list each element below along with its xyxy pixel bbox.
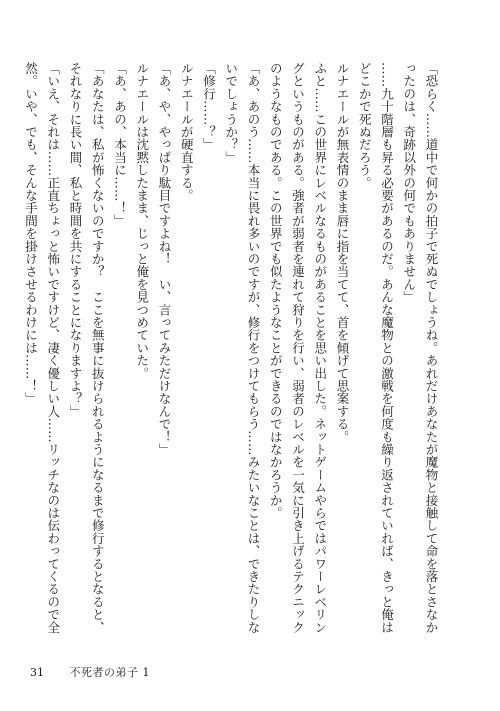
paragraph: 「あなたは、私が怖くないのですか？ ここを無事に抜けられるようになるまで修行するとなると、それなりに長い間、私と時間を共にすることになりますよ？」 xyxy=(68,62,106,634)
book-title: 不死者の弟子 1 xyxy=(69,666,150,679)
page-number: 31 xyxy=(30,666,44,679)
paragraph: ルナエールが硬直する。 xyxy=(179,62,195,202)
paragraph: 「いえ、それは……正直ちょっと怖いですけど、凄く優しい人……リッチなのは伝わってくるので全然。いや、でも、そんな手間を掛けさせるわけには……！」 xyxy=(23,62,61,634)
body-text xyxy=(23,62,442,644)
paragraph: 「修行……？」 xyxy=(201,62,217,151)
paragraph: 「あ、あのう……本当に畏れ多いのですが、修行をつけてもらう……みたいなことは、できたりしないでしょうか？」 xyxy=(223,62,261,634)
paragraph: 「あ、あの、本当に……！」 xyxy=(112,62,128,228)
paragraph: 「あ、や、やっぱり駄目ですよね！ い、言ってみただけなんで！」 xyxy=(157,62,172,456)
paragraph: ルナエールが無表情のまま唇に指を当てて、首を傾げて思案する。 xyxy=(335,62,350,443)
paragraph: ルナエールは沈黙したまま、じっと俺を見つめていた。 xyxy=(134,62,150,380)
paragraph: ……九十階層も昇る必要があるのだ。あんな魔物との激戦を何度も繰り返されていれば、きっと俺はどこかで死ぬだろう。 xyxy=(357,62,395,634)
paragraph: 「恐らく……道中で何かの拍子で死ぬでしょうね。あれだけあなたが魔物と接触して命を落とさなかったのは、奇跡以外の何でもありません」 xyxy=(401,62,439,634)
page-footer xyxy=(30,664,150,680)
paragraph: ふと……この世界にレベルなるものがあることを思い出した。ネットゲームやらではパワーレベリングというものがある。強者が弱者を連れて狩りを行い、弱者のレベルを一気に引き上げるテクニックのようなものである。この世界でも似たようなことができるのではなかろうか。 xyxy=(268,62,328,634)
